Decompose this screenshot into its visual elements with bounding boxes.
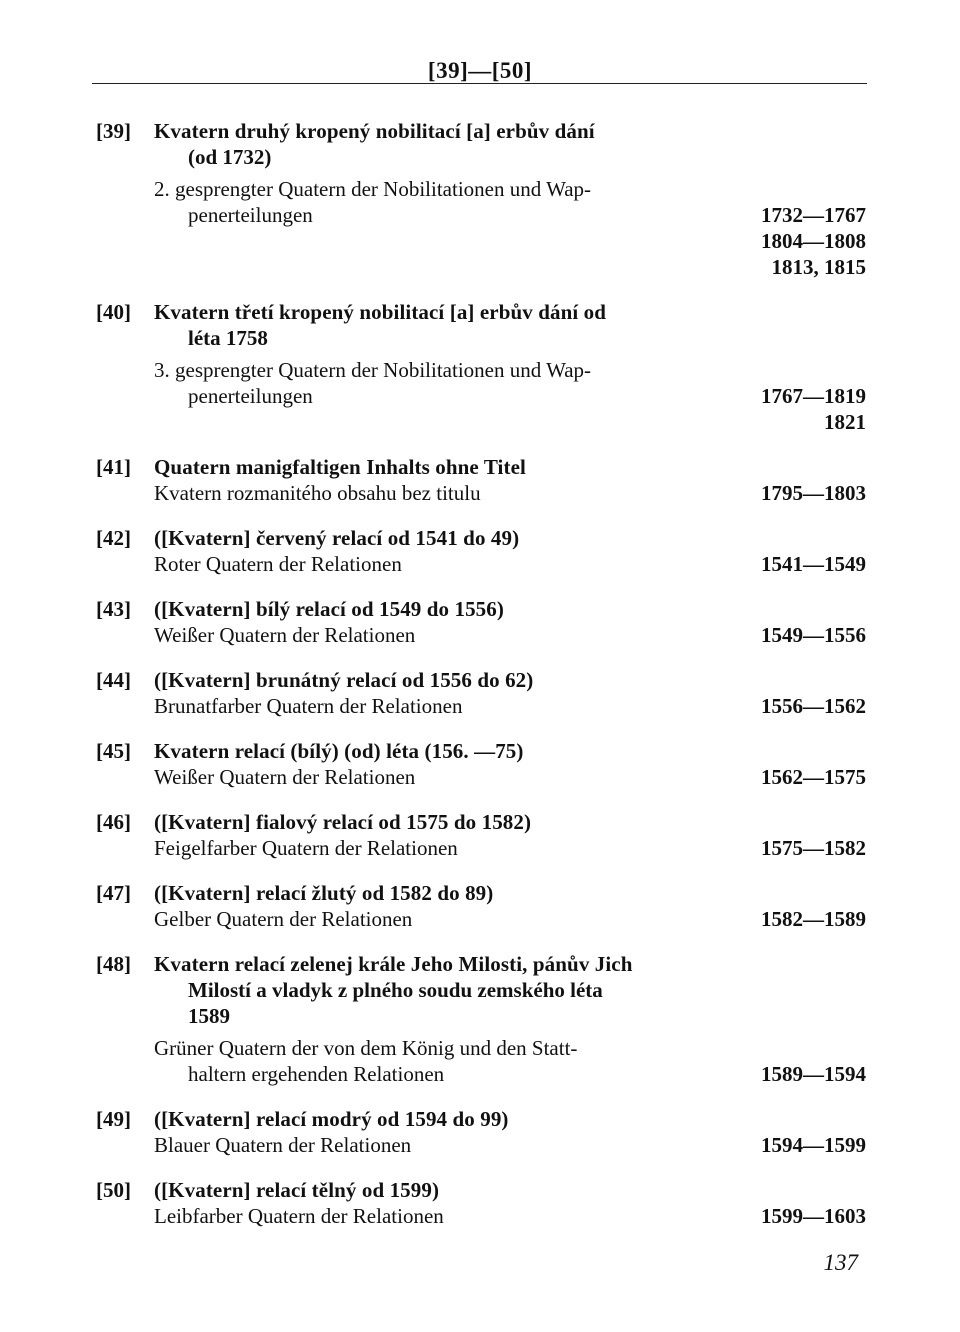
entry-subtitle: 2. gesprengter Quatern der Nobilitationen und Wap- [154,177,592,201]
text-line [96,525,866,551]
entry-subtitle: 3. gesprengter Quatern der Nobilitationen und Wap- [154,358,592,382]
text-line [96,1035,866,1061]
catalog-entry [96,809,866,861]
entry-number: [41] [96,455,131,479]
entry-subtitle: penerteilungen [188,384,313,408]
text-line [96,454,866,480]
date-range: 1795—1803 [761,481,866,505]
text-line [96,228,866,254]
text-line [96,1061,866,1087]
entry-title: ([Kvatern] brunátný relací od 1556 do 62) [154,668,534,692]
entry-title: ([Kvatern] bílý relací od 1549 do 1556) [154,597,504,621]
text-line [96,738,866,764]
text-line [96,835,866,861]
entry-number: [43] [96,597,131,621]
text-line [96,176,866,202]
entry-number: [40] [96,300,131,324]
entry-title: Kvatern druhý kropený nobilitací [a] erbův dání [154,119,595,143]
text-line [96,667,866,693]
entry-number: [42] [96,526,131,550]
date-range: 1541—1549 [761,552,866,576]
entry-subtitle: Grüner Quatern der von dem König und den Statt- [154,1036,578,1060]
text-line [96,1132,866,1158]
entry-subtitle: Weißer Quatern der Relationen [154,623,416,647]
running-head: [39]—[50] [427,58,533,83]
text-line [96,596,866,622]
catalog-entry [96,880,866,932]
text-line [96,906,866,932]
catalog-entry [96,525,866,577]
catalog-entry [96,118,866,280]
text-line [96,951,866,977]
entry-number: [39] [96,119,131,143]
text-line [96,254,866,280]
catalog-entry [96,1177,866,1229]
date-range: 1804—1808 [761,229,866,253]
entry-subtitle: Roter Quatern der Relationen [154,552,402,576]
text-line [96,1003,866,1029]
text-line [96,144,866,170]
text-line [96,325,866,351]
text-line [96,622,866,648]
date-range: 1599—1603 [761,1204,866,1228]
text-line [96,1203,866,1229]
entry-title: (od 1732) [188,145,272,169]
text-line [96,977,866,1003]
catalog-entry [96,1106,866,1158]
entry-number: [44] [96,668,131,692]
text-line [96,809,866,835]
entry-subtitle: Gelber Quatern der Relationen [154,907,413,931]
entry-title: Kvatern relací zelenej krále Jeho Milosti, pánův Jich [154,952,633,976]
text-line [96,1177,866,1203]
text-line [96,880,866,906]
text-line [96,551,866,577]
entry-title: ([Kvatern] fialový relací od 1575 do 1582) [154,810,532,834]
date-range: 1589—1594 [761,1062,866,1086]
entry-subtitle: Feigelfarber Quatern der Relationen [154,836,458,860]
entry-number: [48] [96,952,131,976]
page-number: 137 [823,1250,858,1275]
text-line [96,118,866,144]
entry-subtitle: Weißer Quatern der Relationen [154,765,416,789]
catalog-entry [96,738,866,790]
text-line [96,693,866,719]
date-range: 1594—1599 [761,1133,866,1157]
entry-number: [49] [96,1107,131,1131]
entry-title: Kvatern třetí kropený nobilitací [a] erbův dání od [154,300,607,324]
text-line [96,357,866,383]
entry-title: Kvatern relací (bílý) (od) léta (156. —75) [154,739,524,763]
text-line [96,202,866,228]
entry-subtitle: Leibfarber Quatern der Relationen [154,1204,444,1228]
date-range: 1821 [824,410,866,434]
date-range: 1813, 1815 [771,255,866,279]
entry-title: Quatern manigfaltigen Inhalts ohne Titel [154,455,526,479]
text-line [96,409,866,435]
entry-number: [45] [96,739,131,763]
catalog-entry [96,951,866,1087]
date-range: 1767—1819 [761,384,866,408]
catalog-entry [96,667,866,719]
entry-title: ([Kvatern] relací žlutý od 1582 do 89) [154,881,494,905]
date-range: 1582—1589 [761,907,866,931]
entry-number: [46] [96,810,131,834]
entry-subtitle: haltern ergehenden Relationen [188,1062,445,1086]
entry-number: [47] [96,881,131,905]
entry-list [96,118,866,1248]
entry-title: ([Kvatern] červený relací od 1541 do 49) [154,526,520,550]
text-line [96,299,866,325]
date-range: 1732—1767 [761,203,866,227]
text-line [96,383,866,409]
entry-subtitle: penerteilungen [188,203,313,227]
entry-title: 1589 [188,1004,230,1028]
text-line [96,1106,866,1132]
date-range: 1575—1582 [761,836,866,860]
entry-number: [50] [96,1178,131,1202]
catalog-entry [96,596,866,648]
text-line [96,480,866,506]
entry-subtitle: Blauer Quatern der Relationen [154,1133,412,1157]
catalog-entry [96,299,866,435]
text-line [96,764,866,790]
entry-title: ([Kvatern] relací modrý od 1594 do 99) [154,1107,509,1131]
date-range: 1556—1562 [761,694,866,718]
header-rule [92,83,867,84]
catalog-entry [96,454,866,506]
entry-title: Milostí a vladyk z plného soudu zemského léta [188,978,603,1002]
entry-subtitle: Kvatern rozmanitého obsahu bez titulu [154,481,481,505]
entry-subtitle: Brunatfarber Quatern der Relationen [154,694,463,718]
entry-title: léta 1758 [188,326,268,350]
date-range: 1549—1556 [761,623,866,647]
entry-title: ([Kvatern] relací tělný od 1599) [154,1178,440,1202]
date-range: 1562—1575 [761,765,866,789]
